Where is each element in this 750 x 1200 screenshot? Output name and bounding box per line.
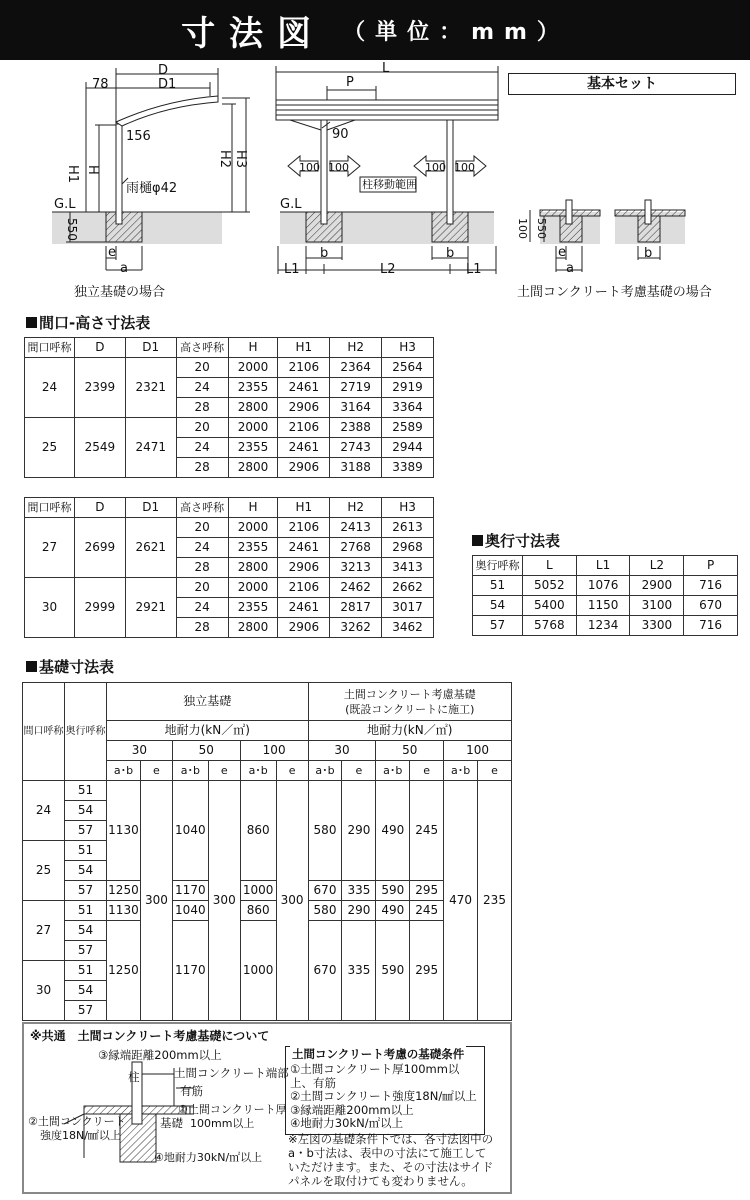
dim-156: 156 (126, 129, 151, 144)
foundation-table (22, 682, 512, 1021)
dim-a-side: a (120, 261, 128, 276)
dim-100-c: 100 (425, 161, 446, 174)
table-row: 24 2355 2461 2719 2919 (25, 378, 434, 398)
table-header-row: 間口呼称 D D1 高さ呼称 H H1 H2 H3 (25, 498, 434, 518)
depth-table-title: 奥行寸法表 (472, 530, 560, 551)
square-bullet-icon (472, 535, 483, 546)
dim-78: 78 (92, 77, 109, 92)
dim-a-slab: a (566, 261, 574, 276)
note-pillar: 柱 (128, 1070, 140, 1084)
table-row: 57 1250 1170 1000 670 335 590 295 (23, 881, 512, 901)
table-row: 28 2800 2906 3213 3413 (25, 558, 434, 578)
table-row: 54 (23, 861, 512, 881)
table-row: 51 5052 1076 2900 716 (473, 576, 738, 596)
front-post-left (321, 120, 327, 224)
table-row: 57 5768 1234 3300 716 (473, 616, 738, 636)
dim-L: L (382, 61, 390, 76)
dim-b-right: b (446, 246, 455, 261)
dim-550-side: 550 (65, 218, 79, 241)
dim-550-slab: 550 (535, 218, 548, 239)
table-header-row: 地耐力(kN／㎡) 地耐力(kN／㎡) (23, 721, 512, 741)
dim-H1: H1 (65, 165, 80, 184)
depth-table (472, 555, 738, 636)
dim-P: P (346, 75, 354, 90)
note-title: ※共通 土間コンクリート考慮基礎について (30, 1029, 270, 1043)
table-row: 25 2549 2471 20 2000 2106 2388 2589 (25, 418, 434, 438)
note-strength-1: ②土間コンクリート (28, 1115, 126, 1128)
table-row: 25 51 (23, 841, 512, 861)
width-height-table-2 (24, 497, 434, 638)
table-row: 27 51 1130 1040 860 580 290 490 245 (23, 901, 512, 921)
dim-D1: D1 (158, 77, 177, 92)
dim-L1-left: L1 (284, 262, 300, 277)
table-row: 24 2355 2461 2743 2944 (25, 438, 434, 458)
note-footnote: ※左図の基礎条件下では、各寸法図中の a・b寸法は、表中の寸法にて施工して いただけます。また、その寸法はサイド パネルを取付けても変わりません。 (288, 1132, 494, 1188)
condition-item: ①土間コンクリート厚100mm以上、有筋 (290, 1062, 460, 1090)
condition-item: ②土間コンクリート強度18N/㎟以上 (290, 1089, 477, 1103)
dim-100-d: 100 (454, 161, 475, 174)
dim-e-side: e (108, 245, 116, 260)
table-header-row: 30 50 100 30 50 100 (23, 741, 512, 761)
table-header-row: 奥行呼称 L L1 L2 P (473, 556, 738, 576)
table1-title: 間口-高さ寸法表 (26, 312, 150, 333)
note-edge-distance: ③縁端距離200mm以上 (98, 1048, 222, 1062)
note-foundation: 基礎 (160, 1116, 183, 1130)
side-footing (106, 212, 142, 242)
condition-item: ③縁端距離200mm以上 (290, 1102, 414, 1117)
table-header-row: a･b e a･b e a･b e a･b e a･b e a･b e (23, 761, 512, 781)
dim-b-left: b (320, 246, 329, 261)
table-row: 54 (23, 981, 512, 1001)
condition-item: ④地耐力30kN/㎡以上 (290, 1116, 404, 1130)
caption-slab: 土間コンクリート考慮基礎の場合 (517, 285, 712, 300)
conditions-title: 土間コンクリート考慮の基礎条件 (292, 1047, 465, 1061)
dim-H2: H2 (217, 150, 232, 169)
dim-L2: L2 (380, 262, 396, 277)
caption-independent: 独立基礎の場合 (74, 285, 166, 300)
movement-range-label: 柱移動範囲 (362, 178, 417, 191)
square-bullet-icon (26, 317, 37, 328)
dim-e-slab: e (558, 245, 566, 260)
note-strength-2: 強度18N/㎟以上 (40, 1129, 121, 1142)
table-row: 57 (23, 941, 512, 961)
page-title: 寸法図 (181, 13, 326, 54)
side-post (116, 124, 122, 224)
dim-L1-right: L1 (466, 262, 482, 277)
width-height-table-1 (24, 337, 434, 478)
square-bullet-icon (26, 661, 37, 672)
table-row: 24 2355 2461 2817 3017 (25, 598, 434, 618)
gutter-label: 雨樋φ42 (126, 181, 178, 196)
dim-H: H (85, 165, 100, 175)
note-thickness-2: 100mm以上 (190, 1117, 255, 1130)
table-row: 57 (23, 821, 512, 841)
note-rebar: 有筋 (180, 1084, 203, 1098)
table-row: 28 2800 2906 3262 3462 (25, 618, 434, 638)
table-header-row: 間口呼称 奥行呼称 独立基礎 土間コンクリート考慮基礎 (既設コンクリートに施工) (23, 683, 512, 721)
table-row: 28 2800 2906 3164 3364 (25, 398, 434, 418)
table-row: 24 2399 2321 20 2000 2106 2364 2564 (25, 358, 434, 378)
basic-set-label: 基本セット (508, 73, 736, 95)
unit-label: （単位：mm） (343, 19, 569, 45)
note-thickness-1: ①土間コンクリート厚 (178, 1103, 287, 1116)
dim-100-slab: 100 (516, 218, 529, 239)
dim-b-slab: b (644, 246, 653, 261)
table-row: 54 5400 1150 3100 670 (473, 596, 738, 616)
table-row: 54 (23, 801, 512, 821)
dim-H3: H3 (233, 150, 248, 169)
table-row: 30 51 (23, 961, 512, 981)
front-post-right (447, 120, 453, 224)
foundation-table-title: 基礎寸法表 (26, 656, 114, 677)
side-roof (116, 96, 218, 126)
dim-D: D (158, 63, 169, 78)
table-row: 54 1250 1170 1000 670 335 590 295 (23, 921, 512, 941)
page-header (0, 0, 750, 60)
table-row: 30 2999 2921 20 2000 2106 2462 2662 (25, 578, 434, 598)
note-bearing: ④地耐力30kN/㎡以上 (154, 1151, 263, 1164)
gl-label-front: G.L (280, 197, 302, 212)
dim-100-a: 100 (299, 161, 320, 174)
table-header-row: 間口呼称 D D1 高さ呼称 H H1 H2 H3 (25, 338, 434, 358)
note-slab-edge: 土間コンクリート端部 (174, 1066, 289, 1080)
gl-label-side: G.L (54, 197, 76, 212)
table-row: 24 51 1130 300 1040 300 860 300 580 290 490 245 470 235 (23, 781, 512, 801)
table-row: 57 (23, 1001, 512, 1021)
dim-100-b: 100 (328, 161, 349, 174)
dim-90: 90 (332, 127, 349, 142)
table-row: 24 2355 2461 2768 2968 (25, 538, 434, 558)
table-row: 27 2699 2621 20 2000 2106 2413 2613 (25, 518, 434, 538)
table-row: 28 2800 2906 3188 3389 (25, 458, 434, 478)
